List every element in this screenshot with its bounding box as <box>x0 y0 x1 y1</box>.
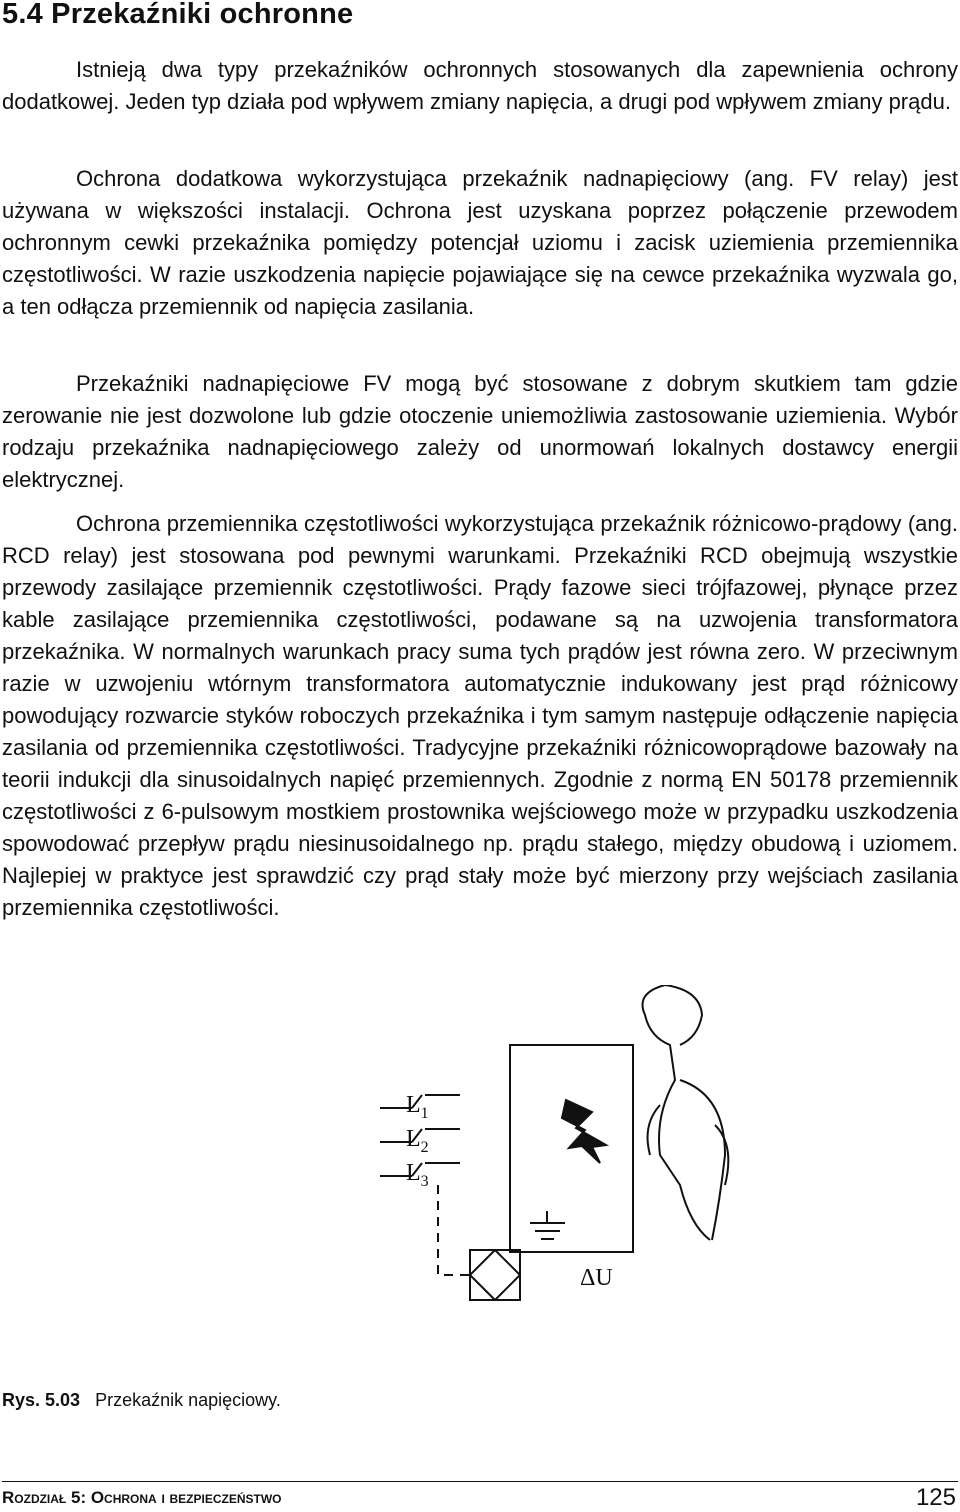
protective-conductor-dashed <box>438 1185 470 1275</box>
figure-caption-number: Rys. 5.03 <box>2 1390 81 1410</box>
label-l1: $L_1$ <box>406 1092 429 1122</box>
paragraph-rcd-relay: Ochrona przemiennika częstotliwości wykorzystująca przekaźnik różnicowo-prądowy (ang. RCD relay) jest stosowana pod pewnymi warunkami. Przekaźniki RCD obejmują wszystkie przewody zasilające przemiennik częstotliwości. Prądy fazowe sieci trójfazowej, płynące przez kable zasilające przemiennika częstotliwości, podawane są na uzwojenia transformatora przekaźnika. W normalnych warunkach pracy suma tych prądów jest równa zero. W przeciwnym razie w uzwojeniu wtórnym transformatora automatycznie indukowany jest prąd różnicowy powodujący rozwarcie styków roboczych przekaźnika i tym samym następuje odłączenie napięcia zasilania od przemiennika częstotliwości. Tradycyjne przekaźniki różnicowoprądowe bazowały na teorii indukcji dla sinusoidalnych napięć przemiennych. Zgodnie z normą EN 50178 przemiennik częstotliwości z 6-pulsowym mostkiem prostownika wejściowego może w przypadku uszkodzenia spowodować przepływ prądu niesinusoidalnego np. prądu stałego, między obudową i uziomem. Najlepiej w praktyce jest sprawdzić czy prąd stały może być mierzony przy wejściach zasilania przemiennika częstotliwości. <box>2 511 958 920</box>
label-l2: $L_2$ <box>406 1126 429 1156</box>
label-delta-u: ΔU <box>580 1265 613 1291</box>
voltage-relay-diagram <box>380 985 960 1325</box>
footer-chapter-title: Rozdział 5: Ochrona i bezpieczeństwo <box>2 1488 282 1507</box>
paragraph-fv-usage: Przekaźniki nadnapięciowe FV mogą być stosowane z dobrym skutkiem tam gdzie zerowanie nie jest dozwolone lub gdzie otoczenie uniemożliwia zastosowanie uziemienia. Wybór rodzaju przekaźnika nadnapięciowego zależy od unormowań lokalnych dostawcy energii elektrycznej. <box>2 371 958 492</box>
lightning-icon <box>562 1100 606 1163</box>
label-l3: $L_3$ <box>406 1160 429 1190</box>
figure-caption <box>2 1390 281 1411</box>
figure-voltage-relay <box>380 985 960 1325</box>
footer-divider <box>2 1481 958 1482</box>
paragraph-fv-relay: Ochrona dodatkowa wykorzystująca przekaźnik nadnapięciowy (ang. FV relay) jest używana w większości instalacji. Ochrona jest uzyskana poprzez połączenie przewodem ochronnym cewki przekaźnika pomiędzy potencjał uziomu i zacisk uziemienia przemiennika częstotliwości. W razie uszkodzenia napięcie pojawiające się na cewce przekaźnika wyzwala go, a ten odłącza przemiennik od napięcia zasilania. <box>2 166 958 319</box>
person-outline-right <box>680 1080 725 1240</box>
relay-coil-box <box>470 1250 520 1300</box>
footer-page-number: 125 <box>915 1484 956 1511</box>
section-heading: 5.4 Przekaźniki ochronne <box>2 0 354 30</box>
figure-caption-text: Przekaźnik napięciowy. <box>95 1390 281 1410</box>
paragraph-relay-types: Istnieją dwa typy przekaźników ochronnych stosowanych dla zapewnienia ochrony dodatkowej. Jeden typ działa pod wpływem zmiany napięcia, a drugi pod wpływem zmiany prądu. <box>2 57 958 114</box>
